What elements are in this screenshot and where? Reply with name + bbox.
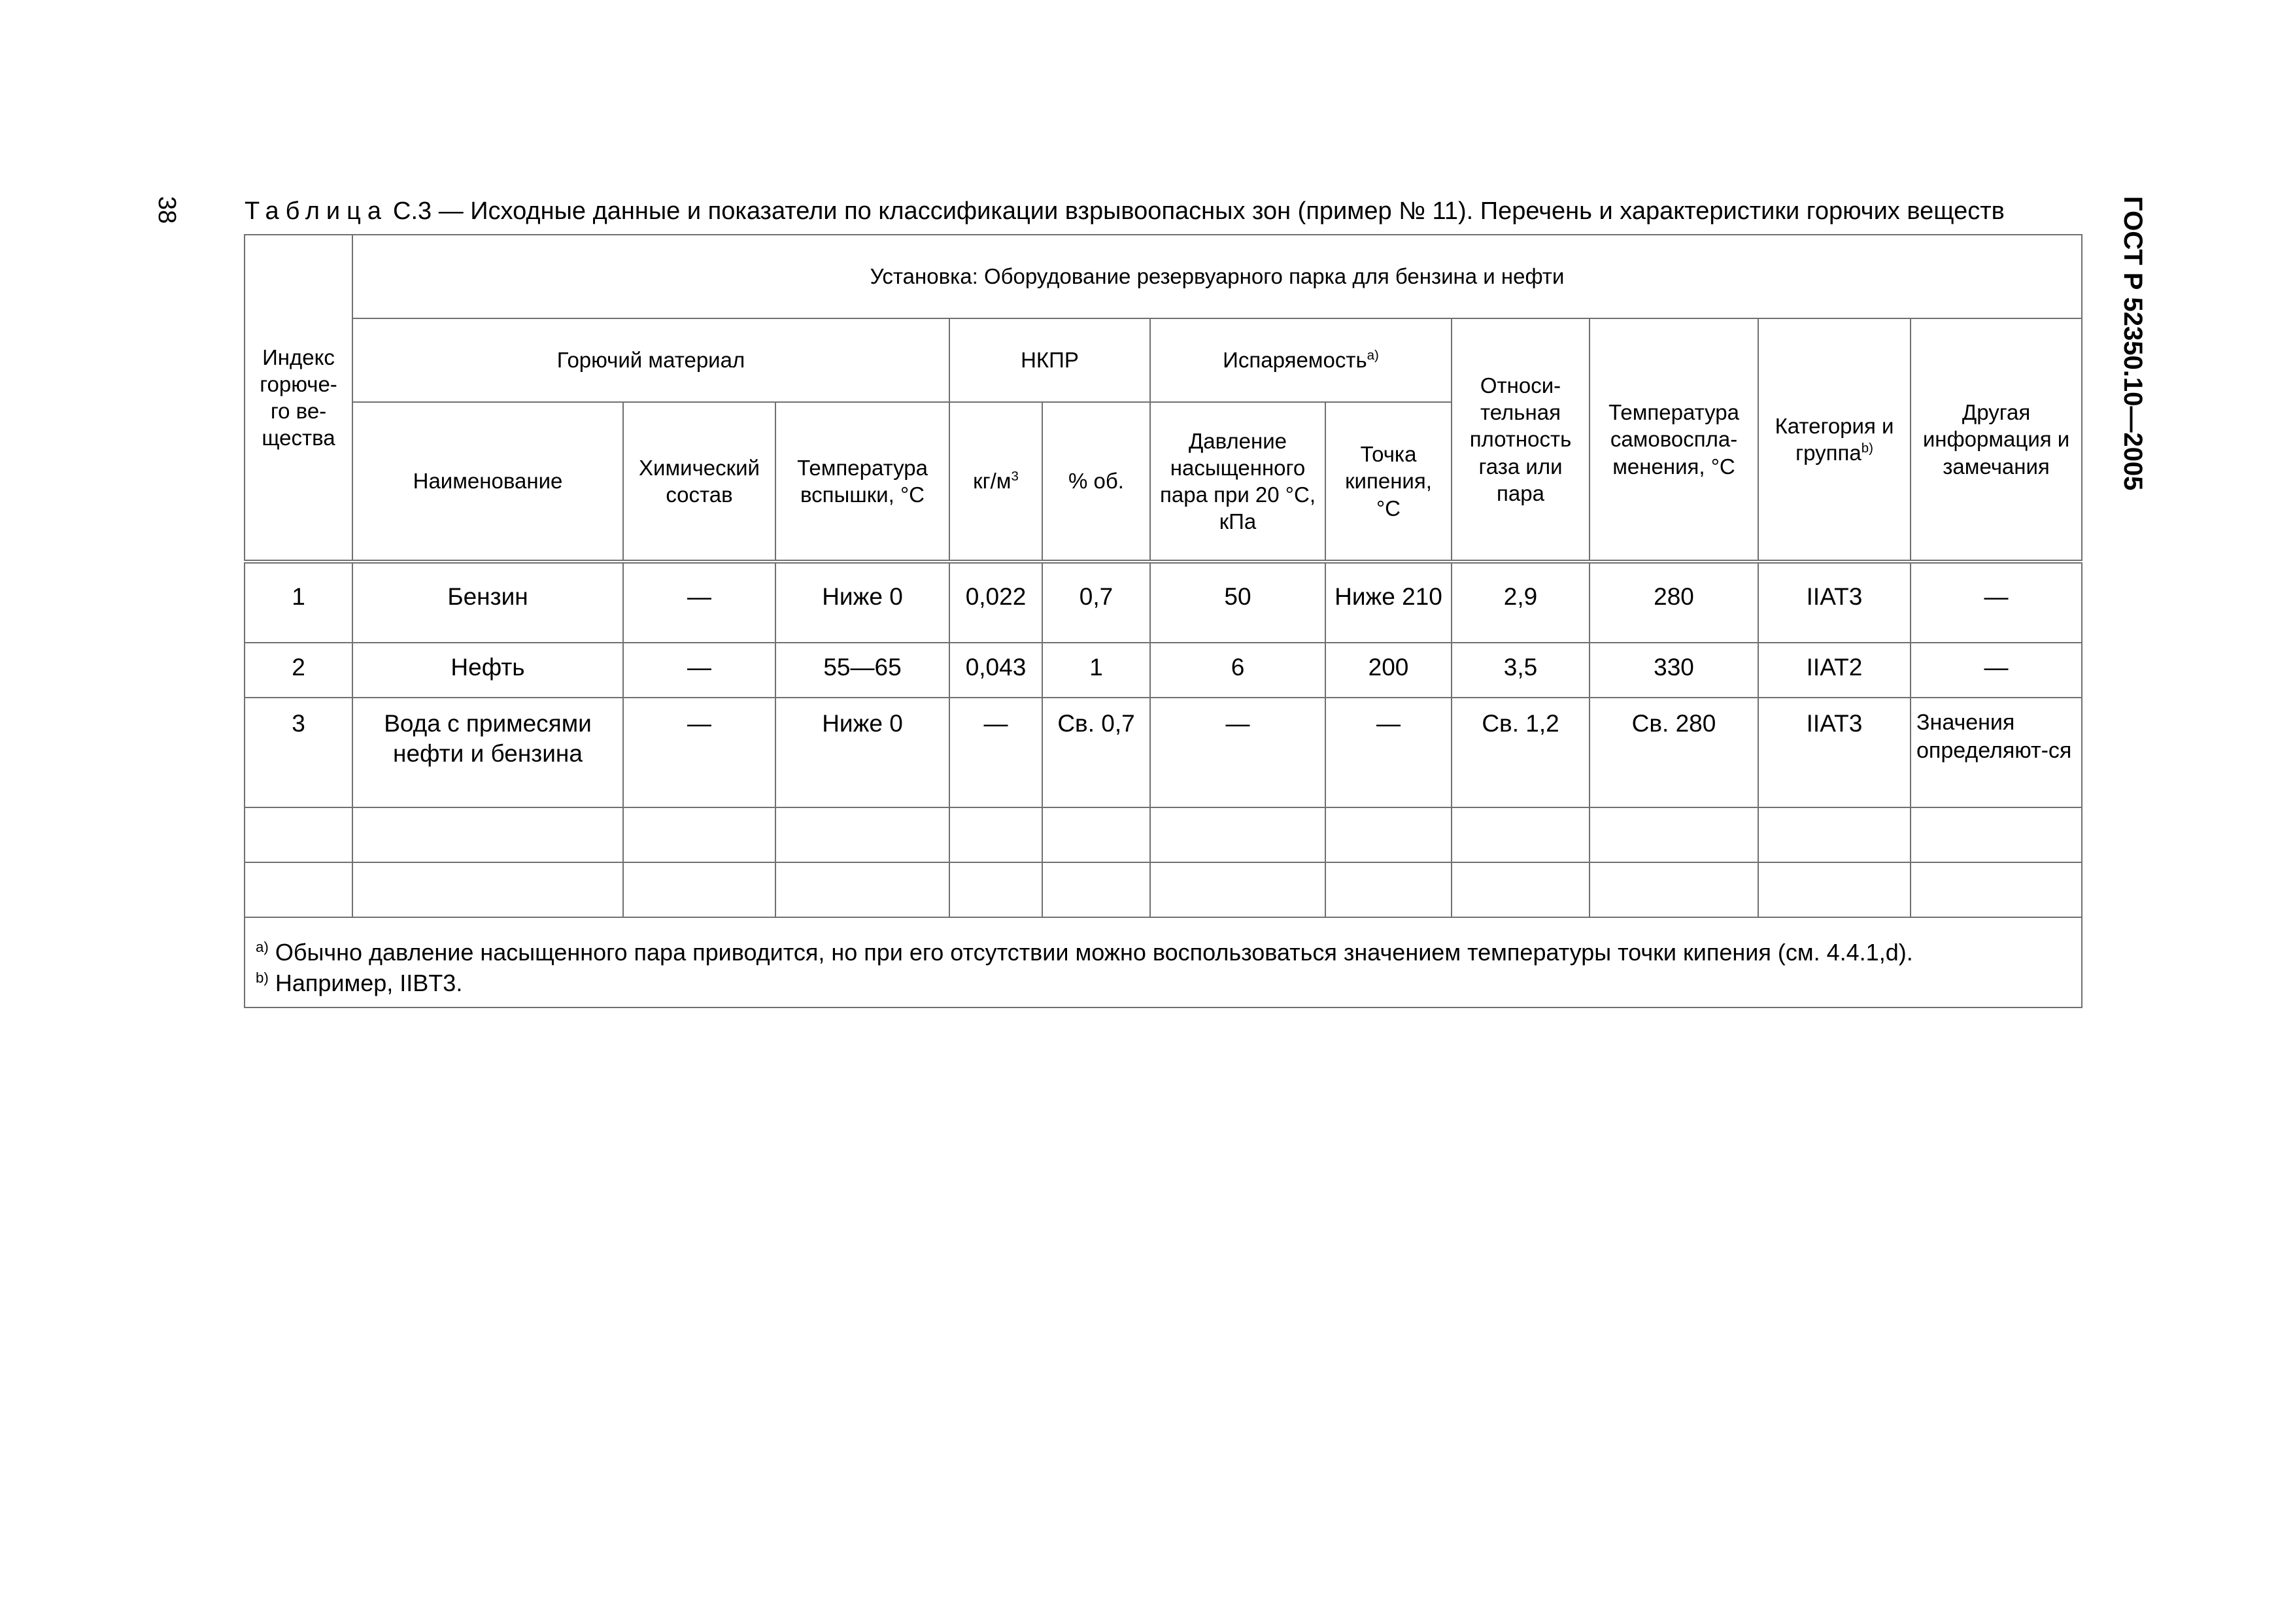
empty-row	[245, 862, 2082, 917]
cell-other: —	[1911, 643, 2082, 698]
empty-cell	[1758, 807, 1911, 862]
document-code: ГОСТ Р 52350.10—2005	[2118, 196, 2147, 491]
empty-cell	[1042, 862, 1150, 917]
header-index: Индекс горюче-го ве-щества	[245, 235, 352, 562]
cell-name: Нефть	[352, 643, 623, 698]
empty-cell	[352, 807, 623, 862]
empty-cell	[1452, 862, 1590, 917]
header-other: Другая информация и замечания	[1911, 318, 2082, 562]
cell-chemical: —	[623, 698, 775, 807]
empty-cell	[949, 862, 1042, 917]
cell-category: IIAT3	[1758, 562, 1911, 643]
cell-density: 3,5	[1452, 643, 1590, 698]
installation-header: Установка: Оборудование резервуарного парка для бензина и нефти	[352, 235, 2082, 318]
cell-index: 3	[245, 698, 352, 807]
footnote-mark-a: a)	[1367, 348, 1379, 364]
cell-category: IIAT3	[1758, 698, 1911, 807]
empty-cell	[1325, 807, 1452, 862]
empty-cell	[775, 862, 949, 917]
header-volatility-text: Испаряемость	[1223, 348, 1367, 373]
table-row	[245, 698, 2082, 807]
cell-autoignition: 280	[1590, 562, 1758, 643]
empty-cell	[1590, 862, 1758, 917]
empty-cell	[245, 807, 352, 862]
header-nkpr: НКПР	[949, 318, 1150, 402]
empty-cell	[1325, 862, 1452, 917]
cell-autoignition: 330	[1590, 643, 1758, 698]
header-autoignition: Температура самовоспла-менения, °С	[1590, 318, 1758, 562]
header-chemical: Химический состав	[623, 402, 775, 562]
footnote-mark-b: b)	[1861, 441, 1873, 456]
cell-percent: 1	[1042, 643, 1150, 698]
header-kgm3-sup: 3	[1011, 469, 1019, 484]
cell-chemical: —	[623, 562, 775, 643]
cell-autoignition: Св. 280	[1590, 698, 1758, 807]
cell-index: 2	[245, 643, 352, 698]
empty-cell	[775, 807, 949, 862]
page-number: 38	[153, 196, 180, 224]
caption-text: C.3 — Исходные данные и показатели по классификации взрывоопасных зон (пример № 11). Перечень и характеристики горючих веществ	[393, 197, 2005, 225]
empty-cell	[1150, 862, 1325, 917]
empty-cell	[1590, 807, 1758, 862]
cell-kgm3: 0,043	[949, 643, 1042, 698]
empty-cell	[1042, 807, 1150, 862]
footnote-a	[256, 938, 2071, 968]
cell-kgm3: —	[949, 698, 1042, 807]
empty-row	[245, 807, 2082, 862]
cell-pressure: 6	[1150, 643, 1325, 698]
cell-kgm3: 0,022	[949, 562, 1042, 643]
empty-cell	[949, 807, 1042, 862]
footnote-b-text: Например, IIBT3.	[275, 969, 463, 996]
footnote-b	[256, 968, 2071, 999]
cell-density: 2,9	[1452, 562, 1590, 643]
header-category	[1758, 318, 1911, 562]
header-kgm3-text: кг/м	[973, 469, 1012, 494]
cell-pressure: —	[1150, 698, 1325, 807]
header-density: Относи-тельная плотность газа или пара	[1452, 318, 1590, 562]
header-category-text: Категория и группа	[1775, 413, 1894, 465]
cell-boiling: Ниже 210	[1325, 562, 1452, 643]
cell-flash-temp: Ниже 0	[775, 562, 949, 643]
footnote-a-mark: a)	[256, 939, 269, 955]
empty-cell	[1758, 862, 1911, 917]
empty-cell	[1911, 862, 2082, 917]
cell-other: Значения определяют-ся	[1911, 698, 2082, 807]
cell-boiling: 200	[1325, 643, 1452, 698]
table-footnotes	[245, 917, 2082, 1007]
cell-percent: 0,7	[1042, 562, 1150, 643]
cell-pressure: 50	[1150, 562, 1325, 643]
header-percent: % об.	[1042, 402, 1150, 562]
cell-density: Св. 1,2	[1452, 698, 1590, 807]
table-row	[245, 643, 2082, 698]
table-row	[245, 562, 2082, 643]
cell-other: —	[1911, 562, 2082, 643]
header-boiling: Точка кипения, °С	[1325, 402, 1452, 562]
cell-flash-temp: 55—65	[775, 643, 949, 698]
cell-percent: Св. 0,7	[1042, 698, 1150, 807]
cell-boiling: —	[1325, 698, 1452, 807]
empty-cell	[352, 862, 623, 917]
header-kgm3	[949, 402, 1042, 562]
empty-cell	[1150, 807, 1325, 862]
cell-flash-temp: Ниже 0	[775, 698, 949, 807]
header-name: Наименование	[352, 402, 623, 562]
header-flash-temp: Температура вспышки, °С	[775, 402, 949, 562]
header-volatility	[1150, 318, 1452, 402]
cell-name: Вода с примесями нефти и бензина	[352, 698, 623, 807]
empty-cell	[1452, 807, 1590, 862]
table-caption	[245, 197, 2088, 226]
cell-category: IIAT2	[1758, 643, 1911, 698]
footnote-b-mark: b)	[256, 969, 269, 986]
empty-cell	[623, 807, 775, 862]
empty-cell	[623, 862, 775, 917]
empty-cell	[1911, 807, 2082, 862]
caption-label: Таблица	[245, 197, 388, 225]
cell-chemical: —	[623, 643, 775, 698]
cell-name: Бензин	[352, 562, 623, 643]
empty-cell	[245, 862, 352, 917]
footnote-a-text: Обычно давление насыщенного пара приводится, но при его отсутствии можно воспользоваться значением температуры точки кипения (см. 4.4.1,d).	[275, 939, 1913, 966]
substances-table	[244, 234, 2082, 1008]
header-pressure: Давление насыщенного пара при 20 °С, кПа	[1150, 402, 1325, 562]
cell-index: 1	[245, 562, 352, 643]
header-material: Горючий материал	[352, 318, 949, 402]
